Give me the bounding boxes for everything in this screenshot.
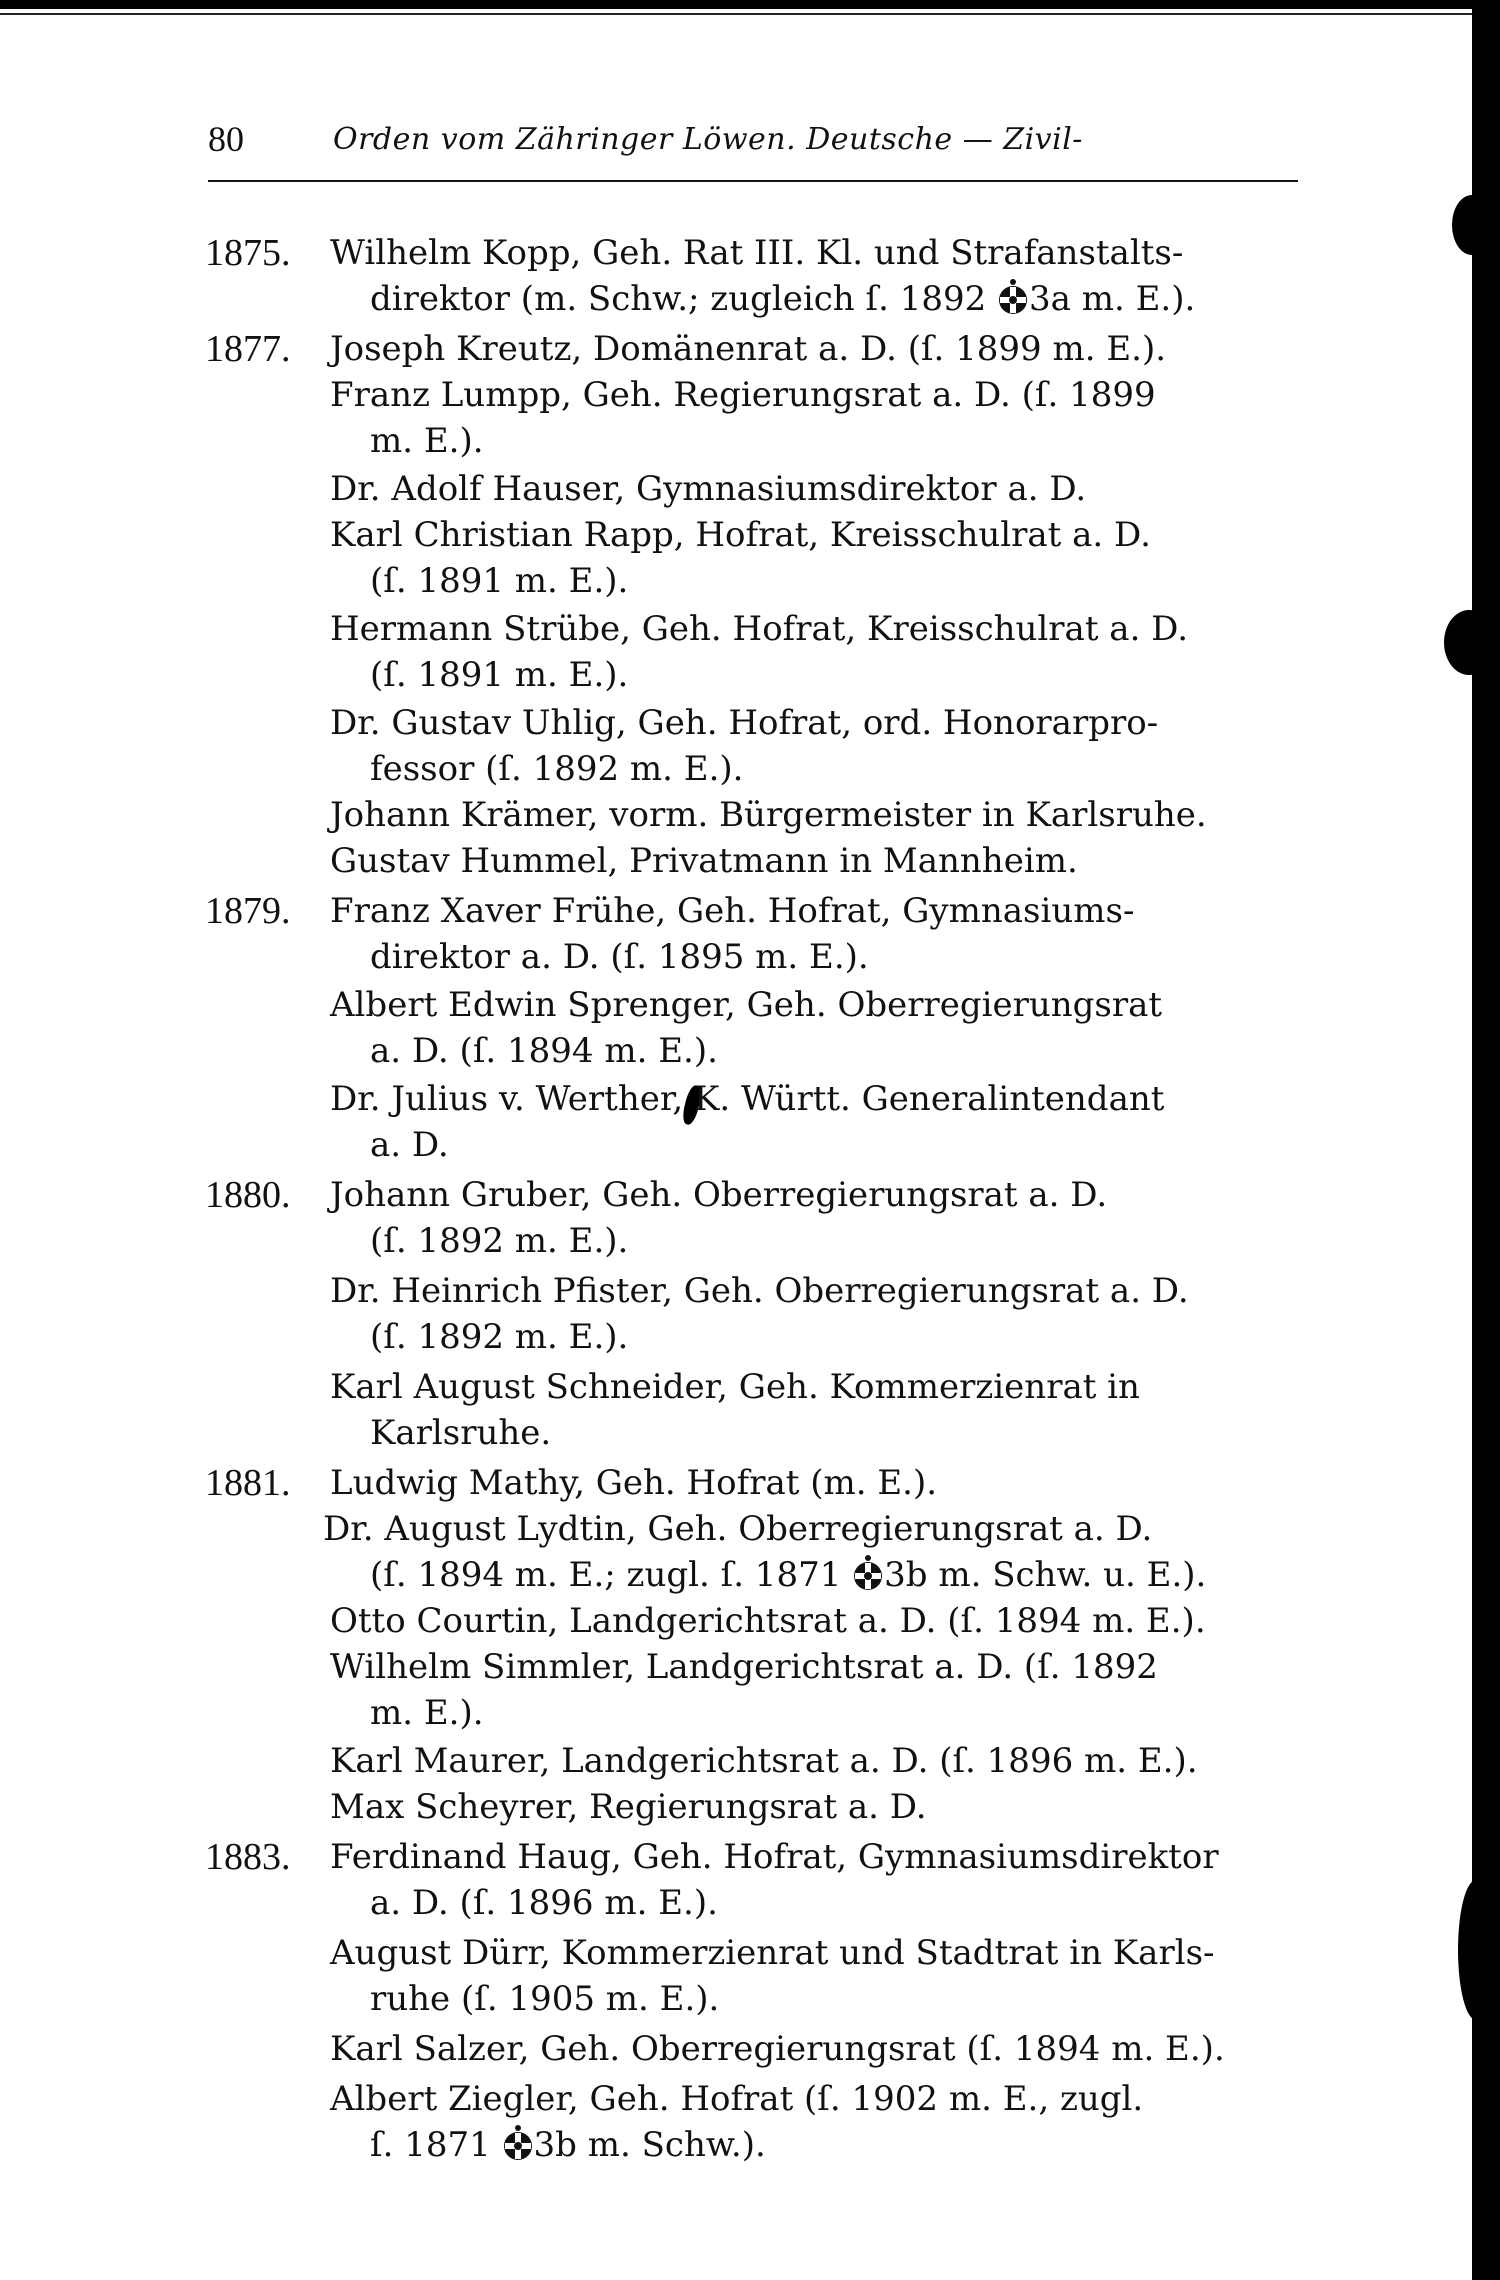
scan-edge-blob xyxy=(1444,610,1494,675)
page-header xyxy=(208,118,1298,178)
entry-line xyxy=(370,276,1195,322)
entry-line: Albert Edwin Sprenger, Geh. Oberregierungsrat xyxy=(330,985,1163,1025)
entry-line: August Dürr, Kommerzienrat und Stadtrat in Karls- xyxy=(330,1933,1215,1973)
entry-line: Gustav Hummel, Privatmann in Mannheim. xyxy=(330,841,1078,881)
running-head: Orden vom Zähringer Löwen. Deutsche — Zivil- xyxy=(333,122,1083,157)
entry-line xyxy=(370,1552,1206,1598)
page-number: 80 xyxy=(208,119,244,159)
entry-line: Karl Christian Rapp, Hofrat, Kreisschulrat a. D. xyxy=(330,515,1151,555)
entry-line: Johann Krämer, vorm. Bürgermeister in Karlsruhe. xyxy=(330,795,1207,835)
entry-line: a. D. (ſ. 1894 m. E.). xyxy=(370,1031,718,1071)
entry-line: Franz Lumpp, Geh. Regierungsrat a. D. (ſ. 1899 xyxy=(330,375,1156,415)
entry-line: Wilhelm Simmler, Landgerichtsrat a. D. (ſ. 1892 xyxy=(330,1647,1158,1687)
entry-line: fessor (ſ. 1892 m. E.). xyxy=(370,749,744,789)
entry-line: m. E.). xyxy=(370,1693,484,1733)
entry-line xyxy=(370,2122,766,2168)
entry-line: a. D. (ſ. 1896 m. E.). xyxy=(370,1883,718,1923)
entry-line: ruhe (ſ. 1905 m. E.). xyxy=(370,1979,720,2019)
scan-edge-blob xyxy=(1458,1880,1494,2020)
entry-text: Wilhelm Kopp, Geh. Rat III. Kl. und Strafanstalts- xyxy=(330,233,1184,273)
header-rule xyxy=(208,180,1298,182)
entry-line: Dr. Gustav Uhlig, Geh. Hofrat, ord. Honorarpro- xyxy=(330,703,1159,743)
entry-text: 3a m. E.). xyxy=(1029,279,1196,319)
scan-edge-blob xyxy=(1452,195,1492,255)
order-cross-icon xyxy=(852,1554,884,1592)
entry-line: (ſ. 1892 m. E.). xyxy=(370,1221,629,1261)
year-label: 1881. xyxy=(205,1462,291,1504)
entry-line xyxy=(330,230,1183,276)
entry-line: Franz Xaver Frühe, Geh. Hofrat, Gymnasiums- xyxy=(330,891,1135,931)
entry-line: direktor a. D. (ſ. 1895 m. E.). xyxy=(370,937,869,977)
entry-line: m. E.). xyxy=(370,421,484,461)
entry-line: (ſ. 1891 m. E.). xyxy=(370,561,629,601)
entry-text: 3b m. Schw. u. E.). xyxy=(884,1555,1207,1595)
entry-line: Max Scheyrer, Regierungsrat a. D. xyxy=(330,1787,927,1827)
entry-line: (ſ. 1891 m. E.). xyxy=(370,655,629,695)
entry-line: Karl Salzer, Geh. Oberregierungsrat (ſ. 1894 m. E.). xyxy=(330,2029,1225,2069)
entry-line: Dr. Heinrich Pfister, Geh. Oberregierungsrat a. D. xyxy=(330,1271,1189,1311)
entry-line: Dr. Julius v. Werther, K. Württ. Generalintendant xyxy=(330,1079,1165,1119)
entry-line: a. D. xyxy=(370,1125,449,1165)
entry-line: Ludwig Mathy, Geh. Hofrat (m. E.). xyxy=(330,1463,938,1503)
order-cross-icon xyxy=(997,278,1029,316)
entry-line: Ferdinand Haug, Geh. Hofrat, Gymnasiumsdirektor xyxy=(330,1837,1219,1877)
entry-line: Albert Ziegler, Geh. Hofrat (ſ. 1902 m. E., zugl. xyxy=(330,2079,1144,2119)
entry-line: Dr. August Lydtin, Geh. Oberregierungsrat a. D. xyxy=(323,1509,1153,1549)
order-cross-icon xyxy=(502,2124,534,2162)
scan-top-edge xyxy=(0,0,1500,9)
entry-line: Karl Maurer, Landgerichtsrat a. D. (ſ. 1896 m. E.). xyxy=(330,1741,1198,1781)
year-label: 1875. xyxy=(205,232,291,274)
entry-line: Karl August Schneider, Geh. Kommerzienrat in xyxy=(330,1367,1140,1407)
entry-line: Otto Courtin, Landgerichtsrat a. D. (ſ. 1894 m. E.). xyxy=(330,1601,1206,1641)
scan-top-line xyxy=(0,13,1480,15)
entry-text: direktor (m. Schw.; zugleich ſ. 1892 xyxy=(370,279,998,319)
year-label: 1880. xyxy=(205,1174,291,1216)
entry-line: Dr. Adolf Hauser, Gymnasiumsdirektor a. D. xyxy=(330,469,1087,509)
entry-line: (ſ. 1892 m. E.). xyxy=(370,1317,629,1357)
entry-text: 3b m. Schw.). xyxy=(533,2125,766,2165)
entry-line: Karlsruhe. xyxy=(370,1413,552,1453)
year-label: 1877. xyxy=(205,328,291,370)
entry-text: (ſ. 1894 m. E.; zugl. ſ. 1871 xyxy=(370,1555,853,1595)
entry-line: Joseph Kreutz, Domänenrat a. D. (ſ. 1899 m. E.). xyxy=(330,329,1167,369)
year-label: 1883. xyxy=(205,1836,291,1878)
entry-text: ſ. 1871 xyxy=(370,2125,502,2165)
year-label: 1879. xyxy=(205,890,291,932)
entry-line: Hermann Strübe, Geh. Hofrat, Kreisschulrat a. D. xyxy=(330,609,1189,649)
entry-line: Johann Gruber, Geh. Oberregierungsrat a. D. xyxy=(330,1175,1108,1215)
